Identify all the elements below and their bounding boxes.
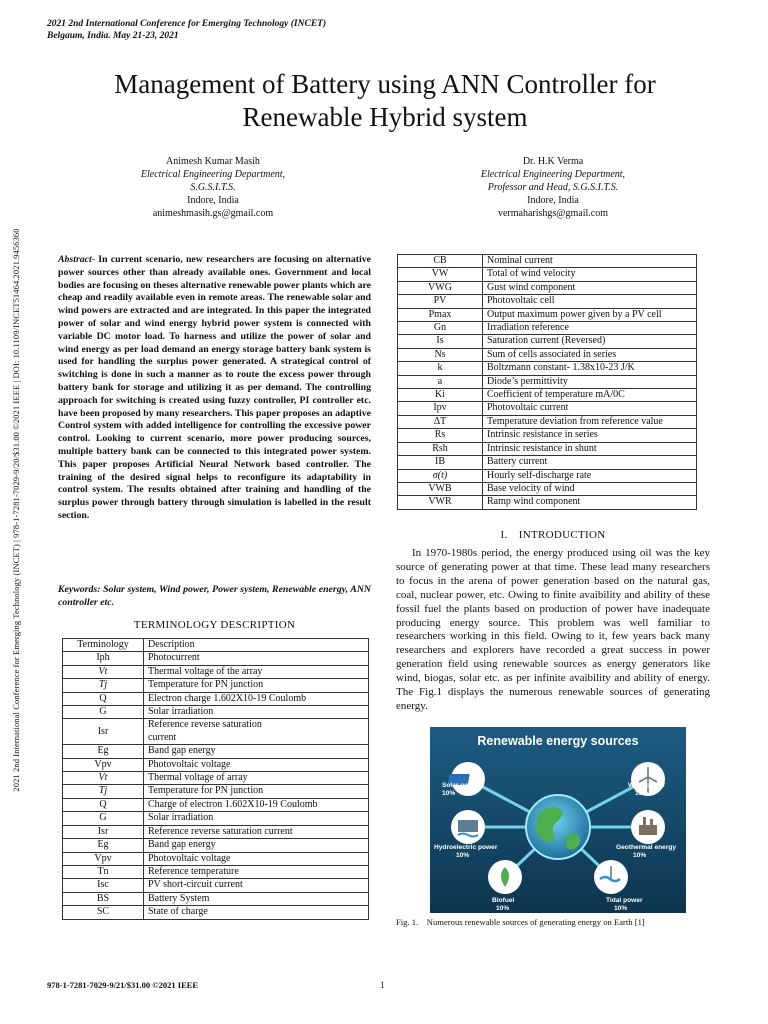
description-cell: Battery System [144, 892, 369, 905]
header-terminology: Terminology [63, 639, 144, 652]
table-header-row [63, 639, 369, 652]
term-cell: VWG [398, 281, 483, 294]
term-cell: Gn [398, 322, 483, 335]
term-cell: Tj [63, 785, 144, 798]
term-cell: Ki [398, 389, 483, 402]
table-row [63, 839, 369, 852]
description-cell: Battery current [483, 456, 697, 469]
description-cell: Electron charge 1.602X10-19 Coulomb [144, 692, 369, 705]
page-number: 1 [380, 980, 385, 990]
table-row [398, 322, 697, 335]
terminology-heading: TERMINOLOGY DESCRIPTION [133, 619, 296, 631]
description-cell: Nominal current [483, 255, 697, 268]
table-row [398, 482, 697, 495]
description-cell: Hourly self-discharge rate [483, 469, 697, 482]
description-cell: PV short-circuit current [144, 879, 369, 892]
author-institute: Professor and Head, S.G.S.I.T.S. [487, 182, 619, 193]
term-cell: BS [63, 892, 144, 905]
term-cell: Q [63, 798, 144, 811]
title-line-2: Renewable Hybrid system [242, 102, 528, 132]
author-institute: S.G.S.I.T.S. [190, 182, 236, 193]
table-row [63, 706, 369, 719]
term-cell: Isr [63, 825, 144, 838]
hydro-node [451, 810, 485, 844]
description-cell: Output maximum power given by a PV cell [483, 308, 697, 321]
description-cell: Reference reverse saturation current [144, 825, 369, 838]
term-cell: SC [63, 906, 144, 919]
table-row [398, 375, 697, 388]
author-email[interactable]: animeshmasih.gs@gmail.com [152, 208, 274, 219]
keywords-body: Solar system, Wind power, Power system, Renewable energy, ANN controller etc. [58, 584, 371, 608]
paper-title [40, 68, 730, 134]
table-row [63, 692, 369, 705]
geothermal-pct: 10% [633, 852, 647, 859]
table-row [398, 255, 697, 268]
geothermal-node [631, 810, 665, 844]
description-cell: Band gap energy [144, 745, 369, 758]
term-cell: k [398, 362, 483, 375]
title-line-1: Management of Battery using ANN Controller for [114, 69, 656, 99]
tidal-label: Tidal power [606, 897, 643, 904]
table-row [398, 295, 697, 308]
table-row [63, 825, 369, 838]
term-cell: VWR [398, 496, 483, 509]
term-cell: VW [398, 268, 483, 281]
table-row [63, 879, 369, 892]
figure-caption: Fig. 1. Numerous renewable sources of generating energy on Earth [1] [396, 917, 645, 927]
figure-title: Renewable energy sources [477, 734, 639, 748]
wind-label: Wind power [628, 782, 666, 789]
terminology-table-left [62, 638, 369, 920]
table-row [398, 456, 697, 469]
term-cell: Rsh [398, 442, 483, 455]
description-cell: Solar irradiation [144, 812, 369, 825]
renewable-energy-infographic [430, 727, 686, 913]
author-name: Animesh Kumar Masih [166, 156, 260, 167]
description-cell: Diode’s permittivity [483, 375, 697, 388]
solar-pct: 10% [442, 790, 456, 797]
term-cell: CB [398, 255, 483, 268]
geothermal-plant-icon [639, 825, 657, 835]
hydro-label: Hydroelectric power [434, 844, 498, 851]
table-row [63, 772, 369, 785]
term-cell: ΔT [398, 415, 483, 428]
introduction-body: In 1970-1980s period, the energy produced using oil was the key source of generating power at that time. These lead many researchers to focus in the arena of power generation based on the natural gas, coal, nuclear power, etc. Owing to finite avaibility and ability of these fossil fuel the plants based on production of power have inadequate producing energy source. This problem was well familiar to researchers working in this field. Owing to it, few years back many researchers and explorers have recorded a great success in power generation field using renewable sources as energy generators like wind, biogas, solar etc. as per infinite avaibility and ability of energy. The Fig.1 displays the numerous renewable sources of generating energy. [396, 547, 710, 712]
term-cell: Eg [63, 839, 144, 852]
term-cell: G [63, 812, 144, 825]
description-cell: Ramp wind component [483, 496, 697, 509]
table-row [63, 906, 369, 919]
term-cell: Q [63, 692, 144, 705]
table-row [398, 308, 697, 321]
sidebar-doi-strip [4, 190, 28, 830]
description-cell: Coefficient of temperature mA/0C [483, 389, 697, 402]
wind-pct: 10% [635, 790, 649, 797]
term-cell: σ(t) [398, 469, 483, 482]
term-cell: Eg [63, 745, 144, 758]
description-cell: Intrinsic resistance in series [483, 429, 697, 442]
table-row [398, 415, 697, 428]
author-block-2 [428, 155, 678, 220]
description-cell: Band gap energy [144, 839, 369, 852]
terminology-table-right [397, 254, 697, 510]
description-cell: Thermal voltage of array [144, 772, 369, 785]
table-row [63, 652, 369, 665]
author-location: Indore, India [187, 195, 239, 206]
term-cell: Tj [63, 679, 144, 692]
description-cell: Sum of cells associated in series [483, 348, 697, 361]
author-name: Dr. H.K Verma [522, 156, 584, 167]
table-row [398, 389, 697, 402]
description-cell: Reference temperature [144, 865, 369, 878]
term-cell: Tn [63, 865, 144, 878]
description-cell: State of charge [144, 906, 369, 919]
tidal-pct: 10% [614, 905, 628, 912]
term-cell: Is [398, 335, 483, 348]
term-cell: PV [398, 295, 483, 308]
table-row [398, 348, 697, 361]
description-cell: Photocurrent [144, 652, 369, 665]
table-row [63, 798, 369, 811]
table-row [63, 745, 369, 758]
description-cell: Photovoltaic voltage [144, 852, 369, 865]
abstract [58, 254, 371, 523]
table-row [63, 892, 369, 905]
description-cell: Intrinsic resistance in shunt [483, 442, 697, 455]
term-cell: IB [398, 456, 483, 469]
description-cell: Total of wind velocity [483, 268, 697, 281]
table-row [398, 402, 697, 415]
table-row [63, 812, 369, 825]
term-cell: Isc [63, 879, 144, 892]
table-row [63, 719, 369, 745]
author-affiliation: Electrical Engineering Department, [140, 169, 286, 180]
table-row [63, 865, 369, 878]
table-row [63, 679, 369, 692]
table-row [398, 469, 697, 482]
term-cell: Ns [398, 348, 483, 361]
description-cell: Photovoltaic cell [483, 295, 697, 308]
author-block-1 [88, 155, 338, 220]
abstract-body: In current scenario, new researchers are focusing on alternative power sources other than already available ones. Government and local bodies are focusing on theses alternative renewable power plants which are cheap and readily available even in remote areas. The renewable solar and wind powers are extracted and are integrated. In this paper the integrated power of solar and wind energy hybrid power system is connected with variable DC motor load. To harness and utilize the power of solar and wind energy as per load demand an energy storage battery bank system is used for handling the surplus power generated. A strategical control of switching is done in such a manner as to route the excess power through battery bank for storage and utilizing it as per demand. The controlling approach for switching is created using fuzzy controller, PI controller etc. have been proposed by many researchers. This paper proposes an adaptive Control system with added intelligence for controlling the excessive power control. Looking to current scenario, more power producing sources, multiple battery bank can be connected to this integrated power system. This paper proposes Artificial Neural Network based controller. The training of the desired signal helps to reconfigure its adaptability in control system. The results obtained after training and handling of the surplus power through battery through simulation is labelled in the result section. [58, 254, 371, 521]
description-cell: Boltzmann constant- 1.38x10-23 J/K [483, 362, 697, 375]
table-row [63, 852, 369, 865]
description-cell: Photovoltaic current [483, 402, 697, 415]
geothermal-label: Geothermal energy [616, 844, 677, 851]
header-description: Description [144, 639, 369, 652]
term-cell: Ipv [398, 402, 483, 415]
description-cell: Base velocity of wind [483, 482, 697, 495]
table-row [398, 281, 697, 294]
biofuel-label: Biofuel [492, 897, 515, 904]
term-cell: VWB [398, 482, 483, 495]
term-cell: Isr [63, 719, 144, 745]
conference-line-2: Belgaum, India. May 21-23, 2021 [47, 31, 179, 41]
author-location: Indore, India [527, 195, 579, 206]
description-cell: Temperature for PN junction [144, 679, 369, 692]
solar-label: Solar power [442, 782, 480, 789]
earth-globe-icon [526, 795, 590, 859]
figure-renewable-energy [430, 727, 686, 913]
biofuel-node [488, 860, 522, 894]
dam-icon [458, 820, 478, 832]
term-cell: a [398, 375, 483, 388]
description-cell: Saturation current (Reversed) [483, 335, 697, 348]
keywords [58, 584, 371, 610]
description-cell: Thermal voltage of the array [144, 665, 369, 678]
table-row [63, 758, 369, 771]
introduction-heading: I. INTRODUCTION [500, 529, 606, 541]
author-email[interactable]: vermaharishgs@gmail.com [497, 208, 608, 219]
description-cell: Irradiation reference [483, 322, 697, 335]
biofuel-pct: 10% [496, 905, 510, 912]
hydro-pct: 10% [456, 852, 470, 859]
term-cell: Vt [63, 772, 144, 785]
term-cell: Iph [63, 652, 144, 665]
description-cell: Reference reverse saturation current [144, 719, 369, 745]
description-cell: Photovoltaic voltage [144, 758, 369, 771]
term-cell: Vt [63, 665, 144, 678]
abstract-lead: Abstract- [58, 254, 96, 265]
description-cell: Gust wind component [483, 281, 697, 294]
tidal-node [594, 860, 628, 894]
term-cell: Vpv [63, 758, 144, 771]
table-row [63, 785, 369, 798]
table-row [398, 268, 697, 281]
conference-line-1: 2021 2nd International Conference for Emerging Technology (INCET) [47, 19, 327, 29]
table-row [398, 362, 697, 375]
conference-header [47, 18, 326, 42]
term-cell: G [63, 706, 144, 719]
sidebar-doi-text: 2021 2nd International Conference for Emerging Technology (INCET) | 978-1-7281-7029-9/20/$31.00 ©2021 IEEE | DOI: 10.1109/INCET51464.2021.9456360 [11, 228, 21, 792]
table-row [398, 429, 697, 442]
term-cell: Pmax [398, 308, 483, 321]
author-affiliation: Electrical Engineering Department, [480, 169, 626, 180]
description-cell: Solar irradiation [144, 706, 369, 719]
term-cell: Vpv [63, 852, 144, 865]
description-cell: Charge of electron 1.602X10-19 Coulomb [144, 798, 369, 811]
table-row [398, 496, 697, 509]
description-cell: Temperature for PN junction [144, 785, 369, 798]
table-row [398, 442, 697, 455]
footer-isbn: 978-1-7281-7029-9/21/$31.00 ©2021 IEEE [47, 980, 199, 990]
description-cell: Temperature deviation from reference value [483, 415, 697, 428]
table-row [398, 335, 697, 348]
table-row [63, 665, 369, 678]
term-cell: Rs [398, 429, 483, 442]
keywords-lead: Keywords: [58, 584, 101, 595]
